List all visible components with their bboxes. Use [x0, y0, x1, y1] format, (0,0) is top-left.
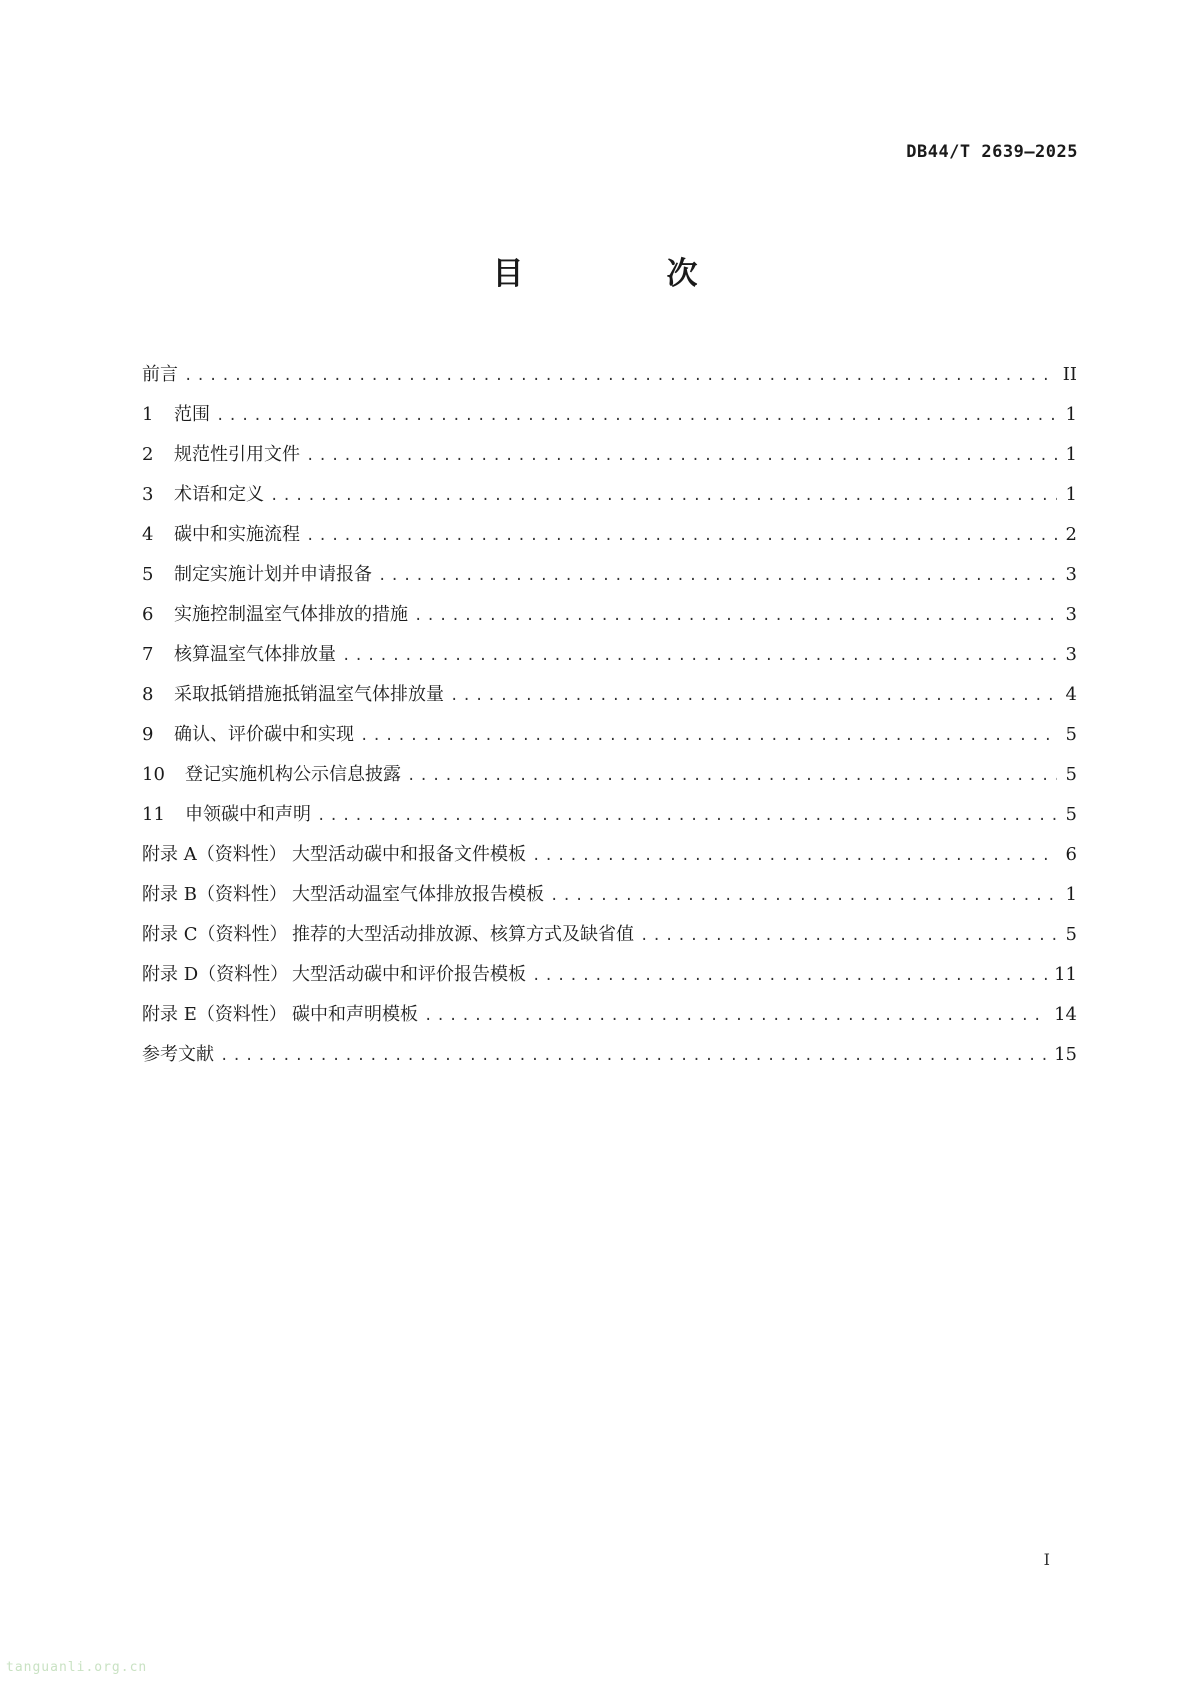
toc-entry-number: 11	[142, 804, 165, 825]
toc-entry-page: 1	[1065, 884, 1077, 905]
toc-entry-label: 申领碳中和声明	[185, 804, 311, 825]
toc-entry-label: 参考文献	[142, 1044, 214, 1065]
table-of-contents	[142, 360, 1077, 1080]
toc-entry-label: 大型活动碳中和报备文件模板	[292, 844, 526, 865]
toc-entry-page: 6	[1065, 844, 1077, 865]
toc-entry-label: 规范性引用文件	[174, 444, 300, 465]
toc-entry[interactable]	[142, 800, 1077, 840]
toc-entry-label: 范围	[174, 404, 210, 425]
toc-entry[interactable]	[142, 1000, 1077, 1040]
toc-entry-page: 5	[1065, 724, 1077, 745]
toc-entry-appendix: 附录 A（资料性）	[142, 844, 287, 865]
watermark: tanguanli.org.cn	[6, 1660, 148, 1675]
toc-entry[interactable]	[142, 1040, 1077, 1080]
toc-dot-leader	[450, 688, 1057, 704]
toc-entry-label: 制定实施计划并申请报备	[174, 564, 372, 585]
toc-dot-leader	[414, 608, 1057, 624]
toc-entry-page: 5	[1065, 764, 1077, 785]
toc-entry-number: 1	[142, 404, 154, 425]
toc-entry[interactable]	[142, 680, 1077, 720]
toc-entry-label: 前言	[142, 364, 178, 385]
toc-entry-page: 3	[1065, 564, 1077, 585]
toc-entry-label: 确认、评价碳中和实现	[174, 724, 354, 745]
toc-entry[interactable]	[142, 480, 1077, 520]
toc-entry[interactable]	[142, 720, 1077, 760]
toc-entry-label: 采取抵销措施抵销温室气体排放量	[174, 684, 444, 705]
toc-dot-leader	[532, 848, 1057, 864]
toc-entry-number: 4	[142, 524, 154, 545]
toc-dot-leader	[424, 1008, 1048, 1024]
toc-entry-page: II	[1062, 364, 1077, 385]
toc-entry[interactable]	[142, 960, 1077, 1000]
toc-dot-leader	[306, 448, 1057, 464]
toc-entry-page: 3	[1065, 644, 1077, 665]
toc-entry-label: 核算温室气体排放量	[174, 644, 336, 665]
toc-entry-label: 实施控制温室气体排放的措施	[174, 604, 408, 625]
toc-entry[interactable]	[142, 400, 1077, 440]
toc-entry-appendix: 附录 D（资料性）	[142, 964, 289, 985]
toc-entry[interactable]	[142, 760, 1077, 800]
toc-dot-leader	[640, 928, 1057, 944]
toc-dot-leader	[270, 488, 1057, 504]
toc-entry-appendix: 附录 B（资料性）	[142, 884, 287, 905]
toc-dot-leader	[550, 888, 1057, 904]
toc-entry-page: 1	[1065, 444, 1077, 465]
toc-entry[interactable]	[142, 560, 1077, 600]
toc-entry[interactable]	[142, 640, 1077, 680]
toc-entry-number: 7	[142, 644, 154, 665]
toc-entry-label: 碳中和声明模板	[292, 1004, 418, 1025]
toc-entry-page: 15	[1054, 1044, 1077, 1065]
toc-entry-number: 8	[142, 684, 154, 705]
toc-entry-page: 1	[1065, 404, 1077, 425]
toc-entry-number: 6	[142, 604, 154, 625]
toc-entry-label: 大型活动碳中和评价报告模板	[292, 964, 526, 985]
page-number: I	[1043, 1550, 1050, 1569]
toc-dot-leader	[360, 728, 1057, 744]
toc-entry-page: 5	[1065, 804, 1077, 825]
toc-entry-number: 5	[142, 564, 154, 585]
toc-entry-number: 9	[142, 724, 154, 745]
toc-entry-appendix: 附录 E（资料性）	[142, 1004, 287, 1025]
document-code: DB44/T 2639—2025	[906, 142, 1078, 162]
toc-entry-appendix: 附录 C（资料性）	[142, 924, 288, 945]
toc-entry-label: 碳中和实施流程	[174, 524, 300, 545]
page-title: 目 次	[492, 256, 754, 292]
toc-entry[interactable]	[142, 880, 1077, 920]
toc-entry[interactable]	[142, 600, 1077, 640]
toc-entry[interactable]	[142, 840, 1077, 880]
toc-entry-number: 10	[142, 764, 165, 785]
toc-entry-page: 3	[1065, 604, 1077, 625]
toc-dot-leader	[407, 768, 1057, 784]
toc-entry-page: 5	[1065, 924, 1077, 945]
toc-entry-number: 2	[142, 444, 154, 465]
toc-dot-leader	[342, 648, 1057, 664]
toc-entry-label: 推荐的大型活动排放源、核算方式及缺省值	[292, 924, 634, 945]
toc-dot-leader	[216, 408, 1057, 424]
toc-entry[interactable]	[142, 360, 1077, 400]
toc-entry-page: 11	[1054, 964, 1077, 985]
toc-entry-label: 大型活动温室气体排放报告模板	[292, 884, 544, 905]
toc-entry[interactable]	[142, 440, 1077, 480]
toc-dot-leader	[378, 568, 1057, 584]
toc-dot-leader	[220, 1048, 1048, 1064]
toc-dot-leader	[306, 528, 1057, 544]
toc-entry-page: 1	[1065, 484, 1077, 505]
toc-entry-page: 4	[1065, 684, 1077, 705]
toc-entry-page: 14	[1054, 1004, 1077, 1025]
toc-entry[interactable]	[142, 520, 1077, 560]
toc-dot-leader	[184, 368, 1057, 384]
toc-dot-leader	[317, 808, 1057, 824]
toc-entry[interactable]	[142, 920, 1077, 960]
toc-entry-label: 术语和定义	[174, 484, 264, 505]
toc-entry-label: 登记实施机构公示信息披露	[185, 764, 401, 785]
toc-entry-number: 3	[142, 484, 154, 505]
toc-entry-page: 2	[1065, 524, 1077, 545]
toc-dot-leader	[532, 968, 1048, 984]
